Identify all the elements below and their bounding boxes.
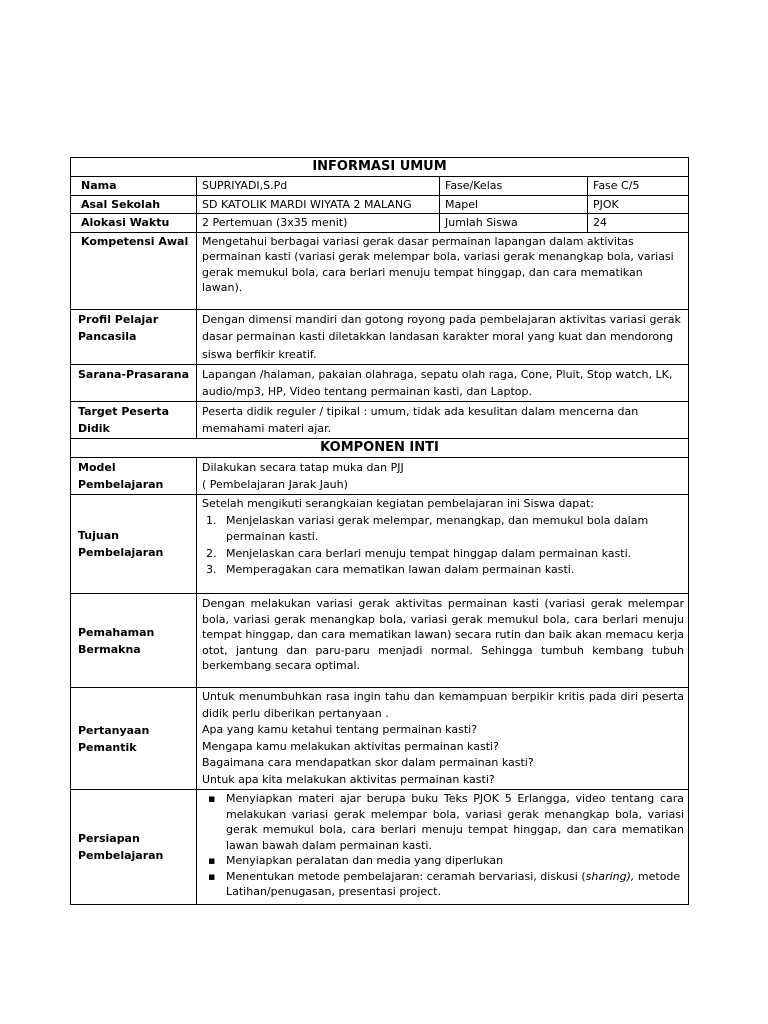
- profil-label-line-1: Profil Pelajar: [78, 312, 159, 326]
- pemahaman-label: [71, 594, 197, 688]
- pemahaman-label-line-2: Bermakna: [78, 642, 141, 656]
- persiapan-item-1: ▪ Menyiapkan materi ajar berupa buku Teks PJOK 5 Erlangga, video tentang cara melakukan variasi gerak melempar bola, variasi gerak menangkap bola, variasi gerak memukul bola, cara berlari menuju tempat hinggap, dan cara mematikan lawan bawah dalam permainan kasti.: [216, 791, 684, 853]
- row-alokasi: [71, 214, 689, 233]
- pertanyaan-value: [197, 688, 689, 790]
- mapel-value: PJOK: [588, 195, 689, 214]
- profil-label: [71, 309, 197, 365]
- row-pertanyaan: [71, 688, 689, 790]
- target-label-line-1: Target Peserta: [78, 405, 169, 418]
- fase-label: Fase/Kelas: [440, 177, 588, 196]
- sarana-label: Sarana-Prasarana: [71, 365, 197, 402]
- kompetensi-value: Mengetahui berbagai variasi gerak dasar permainan lapangan dalam aktivitas permainan kasti (variasi gerak melempar bola, variasi gerak menangkap bola, variasi gerak memukul bola, cara berlari menuju tempat hinggap, dan cara mematikan lawan).: [197, 232, 689, 309]
- row-sarana: [71, 365, 689, 402]
- tujuan-label-line-1: Tujuan: [78, 529, 119, 542]
- tujuan-label-line-2: Pembelajaran: [78, 546, 164, 559]
- model-label-line-1: Model: [78, 461, 116, 474]
- pemahaman-label-line-1: Pemahaman: [78, 625, 155, 639]
- row-nama: [71, 177, 689, 196]
- sekolah-label: Asal Sekolah: [71, 195, 197, 214]
- lesson-plan-table: [70, 157, 689, 905]
- model-label: [71, 458, 197, 495]
- pertanyaan-item-2: Mengapa kamu melakukan aktivitas permainan kasti?: [202, 739, 499, 753]
- persiapan-item-3-pre: Menentukan metode pembelajaran: ceramah bervariasi, diskusi (: [226, 869, 586, 883]
- jumlah-value: 24: [588, 214, 689, 233]
- pertanyaan-label-line-2: Pemantik: [78, 740, 137, 754]
- persiapan-item-2: ▪ Menyiapkan peralatan dan media yang diperlukan: [216, 853, 684, 869]
- row-kompetensi: [71, 232, 689, 309]
- profil-value: Dengan dimensi mandiri dan gotong royong pada pembelajaran aktivitas variasi gerak dasar permainan kasti diletakkan landasan karakter moral yang kuat dan mendorong siswa berfikir kreatif.: [197, 309, 689, 365]
- pertanyaan-item-4: Untuk apa kita melakukan aktivitas permainan kasti?: [202, 772, 495, 786]
- persiapan-label-line-2: Pembelajaran: [78, 849, 164, 862]
- kompetensi-label: Kompetensi Awal: [71, 232, 197, 309]
- row-model: [71, 458, 689, 495]
- alokasi-value: 2 Pertemuan (3x35 menit): [197, 214, 440, 233]
- row-tujuan: [71, 495, 689, 594]
- pertanyaan-intro: Untuk menumbuhkan rasa ingin tahu dan kemampuan berpikir kritis pada diri peserta didik perlu diberikan pertanyaan .: [202, 690, 684, 720]
- model-value: [197, 458, 689, 495]
- pertanyaan-label: [71, 688, 197, 790]
- row-profil: [71, 309, 689, 365]
- model-line-1: Dilakukan secara tatap muka dan PJJ: [202, 461, 404, 474]
- persiapan-item-3-post: metode Latihan/penugasan, presentasi project.: [226, 869, 681, 898]
- pemahaman-value: Dengan melakukan variasi gerak aktivitas permainan kasti (variasi gerak melempar bola, variasi gerak menangkap bola, variasi gerak memukul bola, cara berlari menuju tempat hinggap, dan cara mematikan lawan) secara rutin dan baik akan memacu kerja otot, jantung dan paru-paru menjadi normal. Sehingga tumbuh kembang tubuh berkembang secara optimal.: [197, 594, 689, 688]
- informasi-umum-header-row: [71, 158, 689, 177]
- tujuan-item-1: 1. Menjelaskan variasi gerak melempar, menangkap, dan memukul bola dalam permainan kasti.: [220, 513, 684, 546]
- row-target: [71, 402, 689, 439]
- tujuan-value: [197, 495, 689, 594]
- target-value: Peserta didik reguler / tipikal : umum, tidak ada kesulitan dalam mencerna dan memahami materi ajar.: [197, 402, 689, 439]
- tujuan-list: [202, 513, 684, 579]
- komponen-inti-title: KOMPONEN INTI: [71, 439, 689, 458]
- sekolah-value: SD KATOLIK MARDI WIYATA 2 MALANG: [197, 195, 440, 214]
- fase-value: Fase C/5: [588, 177, 689, 196]
- informasi-umum-title: INFORMASI UMUM: [71, 158, 689, 177]
- tujuan-item-2: 2. Menjelaskan cara berlari menuju tempat hinggap dalam permainan kasti.: [220, 546, 684, 563]
- row-sekolah: [71, 195, 689, 214]
- persiapan-list: [202, 791, 684, 900]
- persiapan-item-3: [216, 869, 684, 900]
- pertanyaan-item-3: Bagaimana cara mendapatkan skor dalam permainan kasti?: [202, 756, 534, 769]
- alokasi-label: Alokasi Waktu: [71, 214, 197, 233]
- target-label-line-2: Didik: [78, 422, 110, 435]
- tujuan-intro: Setelah mengikuti serangkaian kegiatan pembelajaran ini Siswa dapat:: [202, 497, 594, 510]
- jumlah-label: Jumlah Siswa: [440, 214, 588, 233]
- target-label: [71, 402, 197, 439]
- nama-value: SUPRIYADI,S.Pd: [197, 177, 440, 196]
- mapel-label: Mapel: [440, 195, 588, 214]
- persiapan-label: [71, 790, 197, 905]
- persiapan-item-3-emphasis: sharing),: [585, 869, 635, 883]
- lesson-plan-document: [70, 157, 688, 905]
- tujuan-item-3: 3. Memperagakan cara mematikan lawan dalam permainan kasti.: [220, 562, 684, 579]
- pertanyaan-item-1: Apa yang kamu ketahui tentang permainan kasti?: [202, 723, 478, 736]
- persiapan-label-line-1: Persiapan: [78, 832, 140, 845]
- row-pemahaman: [71, 594, 689, 688]
- persiapan-value: [197, 790, 689, 905]
- tujuan-label: [71, 495, 197, 594]
- model-label-line-2: Pembelajaran: [78, 478, 164, 491]
- pertanyaan-label-line-1: Pertanyaan: [78, 723, 150, 737]
- profil-label-line-2: Pancasila: [78, 329, 137, 343]
- sarana-value: Lapangan /halaman, pakaian olahraga, sepatu olah raga, Cone, Pluit, Stop watch, LK, audio/mp3, HP, Video tentang permainan kasti, dan Laptop.: [197, 365, 689, 402]
- model-line-2: ( Pembelajaran Jarak Jauh): [202, 478, 348, 491]
- nama-label: Nama: [71, 177, 197, 196]
- komponen-inti-header-row: [71, 439, 689, 458]
- row-persiapan: [71, 790, 689, 905]
